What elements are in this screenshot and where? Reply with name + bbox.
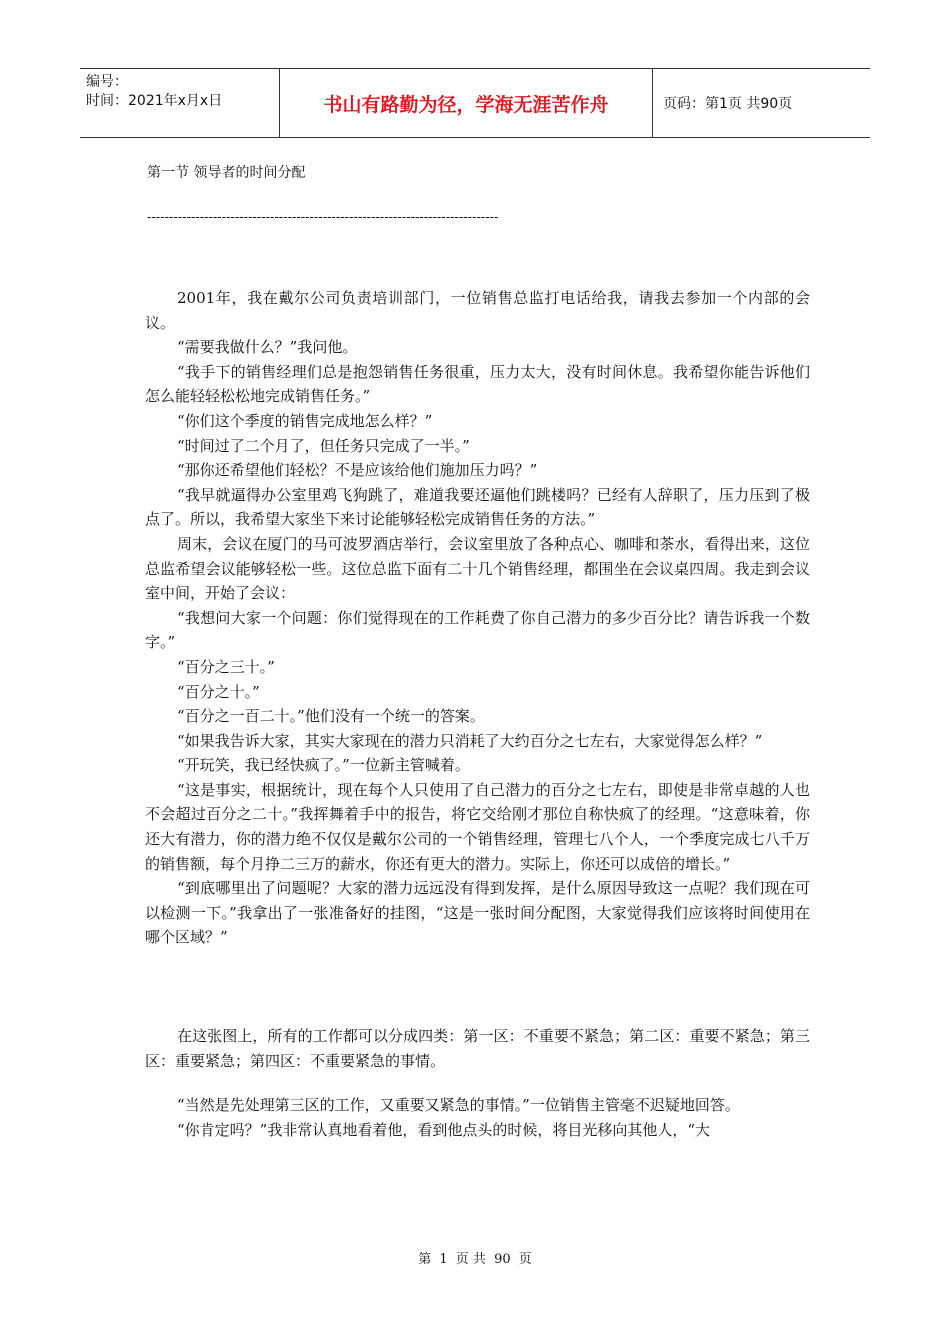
paragraph-quadrants: 在这张图上，所有的工作都可以分成四类：第一区：不重要不紧急；第二区：重要不紧急；第三区：重要紧急；第四区：不重要紧急的事情。 <box>145 1027 810 1070</box>
document-body <box>145 286 810 1142</box>
footer-page-number: 1 <box>439 1252 448 1267</box>
paragraph: “如果我告诉大家，其实大家现在的潜力只消耗了大约百分之七左右，大家觉得怎么样？” <box>177 731 763 750</box>
footer-suffix: 页 <box>518 1252 532 1267</box>
header-meta <box>80 69 280 137</box>
paragraph: “你肯定吗？”我非常认真地看着他，看到他点头的时候，将目光移向其他人，“大 <box>177 1120 711 1139</box>
time-label: 时间：2021年x月x日 <box>86 93 223 109</box>
divider-line: -------------------------------------------------------------------------------- <box>147 210 499 225</box>
paragraph: “到底哪里出了问题呢？大家的潜力远远没有得到发挥，是什么原因导致这一点呢？我们现在可以检测一下。”我拿出了一张准备好的挂图，“这是一张时间分配图，大家觉得我们应该将时间使用在哪个区域？” <box>145 879 810 947</box>
page-header <box>80 68 870 138</box>
header-page-label: 页码：第1页 共90页 <box>663 96 793 112</box>
paragraph: “时间过了二个月了，但任务只完成了一半。” <box>177 436 470 455</box>
paragraph: “我手下的销售经理们总是抱怨销售任务很重，压力太大，没有时间休息。我希望你能告诉他们怎么能轻轻松松地完成销售任务。” <box>145 362 810 406</box>
paragraph: 2001年，我在戴尔公司负责培训部门，一位销售总监打电话给我，请我去参加一个内部的会议。 <box>145 289 810 332</box>
section-title: 第一节 领导者的时间分配 <box>147 165 306 181</box>
paragraph: “百分之三十。” <box>177 657 275 676</box>
paragraph: “你们这个季度的销售完成地怎么样？” <box>177 411 433 430</box>
footer-total-pages: 90 <box>494 1252 511 1267</box>
paragraph: “百分之十。” <box>177 682 260 701</box>
footer-middle: 页 共 <box>455 1252 486 1267</box>
paragraph: “当然是先处理第三区的工作，又重要又紧急的事情。”一位销售主管毫不迟疑地回答。 <box>177 1096 740 1115</box>
paragraph-gap <box>145 1073 810 1093</box>
paragraph: “我早就逼得办公室里鸡飞狗跳了，难道我要还逼他们跳楼吗？已经有人辞职了，压力压到了极点了。所以，我希望大家坐下来讨论能够轻松完成销售任务的方法。” <box>145 485 810 529</box>
paragraph: 周末，会议在厦门的马可波罗酒店举行，会议室里放了各种点心、咖啡和茶水，看得出来，这位总监希望会议能够轻松一些。这位总监下面有二十几个销售经理，都围坐在会议桌四周。我走到会议室中间，开始了会议： <box>145 534 810 603</box>
paragraph: “那你还希望他们轻松？不是应该给他们施加压力吗？” <box>177 461 538 480</box>
header-motto: 书山有路勤为径，学海无涯苦作舟 <box>280 69 653 137</box>
page-footer <box>0 1248 950 1267</box>
paragraph: “这是事实，根据统计，现在每个人只使用了自己潜力的百分之七左右，即使是非常卓越的人也不会超过百分之二十。”我挥舞着手中的报告，将它交给刚才那位自称快疯了的经理。“这意味着，你还大有潜力，你的潜力绝不仅仅是戴尔公司的一个销售经理，管理七八个人，一个季度完成七八千万的销售额，每个月挣二三万的薪水，你还有更大的潜力。实际上，你还可以成倍的增长。” <box>145 780 810 873</box>
footer-prefix: 第 <box>418 1252 432 1267</box>
paragraph: “需要我做什么？”我问他。 <box>177 338 358 357</box>
figure-placeholder-gap <box>145 950 810 1024</box>
paragraph: “开玩笑，我已经快疯了。”一位新主管喊着。 <box>177 756 470 775</box>
number-label: 编号： <box>86 74 128 90</box>
paragraph: “我想问大家一个问题：你们觉得现在的工作耗费了你自己潜力的多少百分比？请告诉我一个数字。” <box>145 608 810 652</box>
paragraph: “百分之一百二十。”他们没有一个统一的答案。 <box>177 707 485 726</box>
